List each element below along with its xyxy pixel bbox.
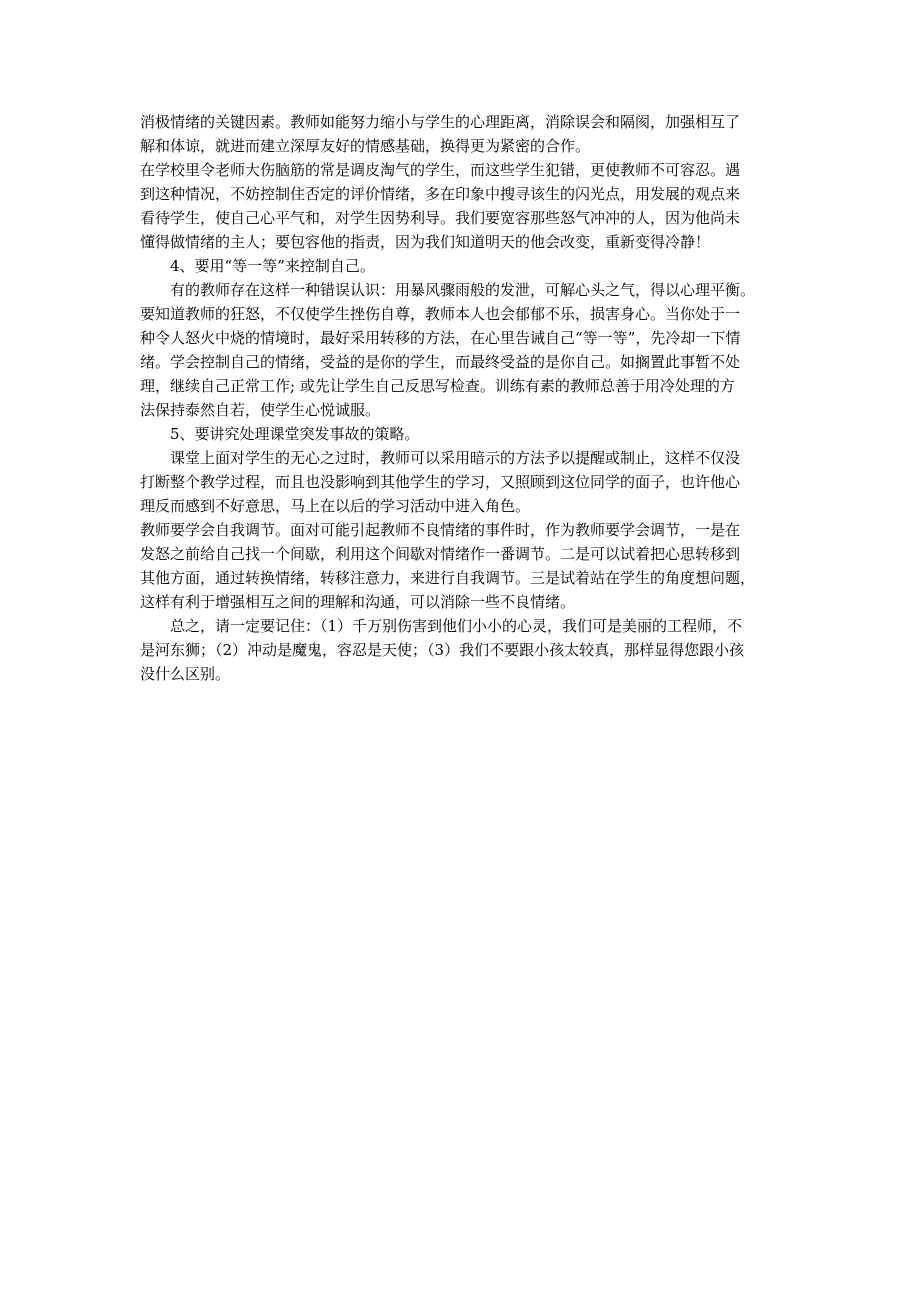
text-line: 这样有利于增强相互之间的理解和沟通，可以消除一些不良情绪。 [140,593,576,611]
text-line: 种令人怒火中烧的情境时，最好采用转移的方法，在心里告诫自己“等一等”，先冷却一下情 [140,329,741,347]
section-heading: 4、要用“等一等”来控制自己。 [170,257,375,275]
text-line: 教师要学会自我调节。面对可能引起教师不良情绪的事件时，作为教师要学会调节，一是在 [140,521,741,539]
text-line: 理，继续自己正常工作; 或先让学生自己反思写检查。训练有素的教师总善于用冷处理的方 [140,377,735,395]
document-body [140,110,800,686]
text-line: 看待学生，使自己心平气和，对学生因势利导。我们要宽容那些怒气冲冲的人，因为他尚未 [140,209,741,227]
text-line: 绪。学会控制自己的情绪，受益的是你的学生，而最终受益的是你自己。如搁置此事暂不处 [140,353,741,371]
text-line: 打断整个教学过程，而且也没影响到其他学生的学习，又照顾到这位同学的面子，也许他心 [140,473,741,491]
text-line: 是河东狮；（2）冲动是魔鬼，容忍是天使；（3）我们不要跟小孩太较真，那样显得您跟小孩 [140,641,745,659]
text-line: 要知道教师的狂怒，不仅使学生挫伤自尊，教师本人也会郁郁不乐，损害身心。当你处于一 [140,305,741,323]
text-line: 解和体谅，就进而建立深厚友好的情感基础，换得更为紧密的合作。 [140,137,591,155]
text-line: 懂得做情绪的主人；要包容他的指责，因为我们知道明天的他会改变，重新变得冷静！ [140,233,711,251]
text-line: 法保持泰然自若，使学生心悦诚服。 [140,401,381,419]
text-line: 到这种情况，不妨控制住否定的评价情绪，多在印象中搜寻该生的闪光点，用发展的观点来 [140,185,741,203]
text-line: 发怒之前给自己找一个间歇，利用这个间歇对情绪作一番调节。二是可以试着把心思转移到 [140,545,741,563]
text-line: 有的教师存在这样一种错误认识：用暴风骤雨般的发泄，可解心头之气，得以心理平衡。 [170,281,756,299]
text-line: 总之，请一定要记住：（1）千万别伤害到他们小小的心灵，我们可是美丽的工程师，不 [170,617,743,635]
text-line: 其他方面，通过转换情绪，转移注意力，来进行自我调节。三是试着站在学生的角度想问题， [140,569,756,587]
text-line: 没什么区别。 [140,665,231,683]
text-line: 理反而感到不好意思，马上在以后的学习活动中进入角色。 [140,497,531,515]
text-line: 在学校里令老师大伤脑筋的常是调皮淘气的学生，而这些学生犯错，更使教师不可容忍。遇 [140,161,741,179]
text-line: 课堂上面对学生的无心之过时，教师可以采用暗示的方法予以提醒或制止，这样不仅没 [170,449,741,467]
section-heading: 5、要讲究处理课堂突发事故的策略。 [170,425,420,443]
text-line: 消极情绪的关键因素。教师如能努力缩小与学生的心理距离，消除误会和隔阂，加强相互了 [140,113,741,131]
